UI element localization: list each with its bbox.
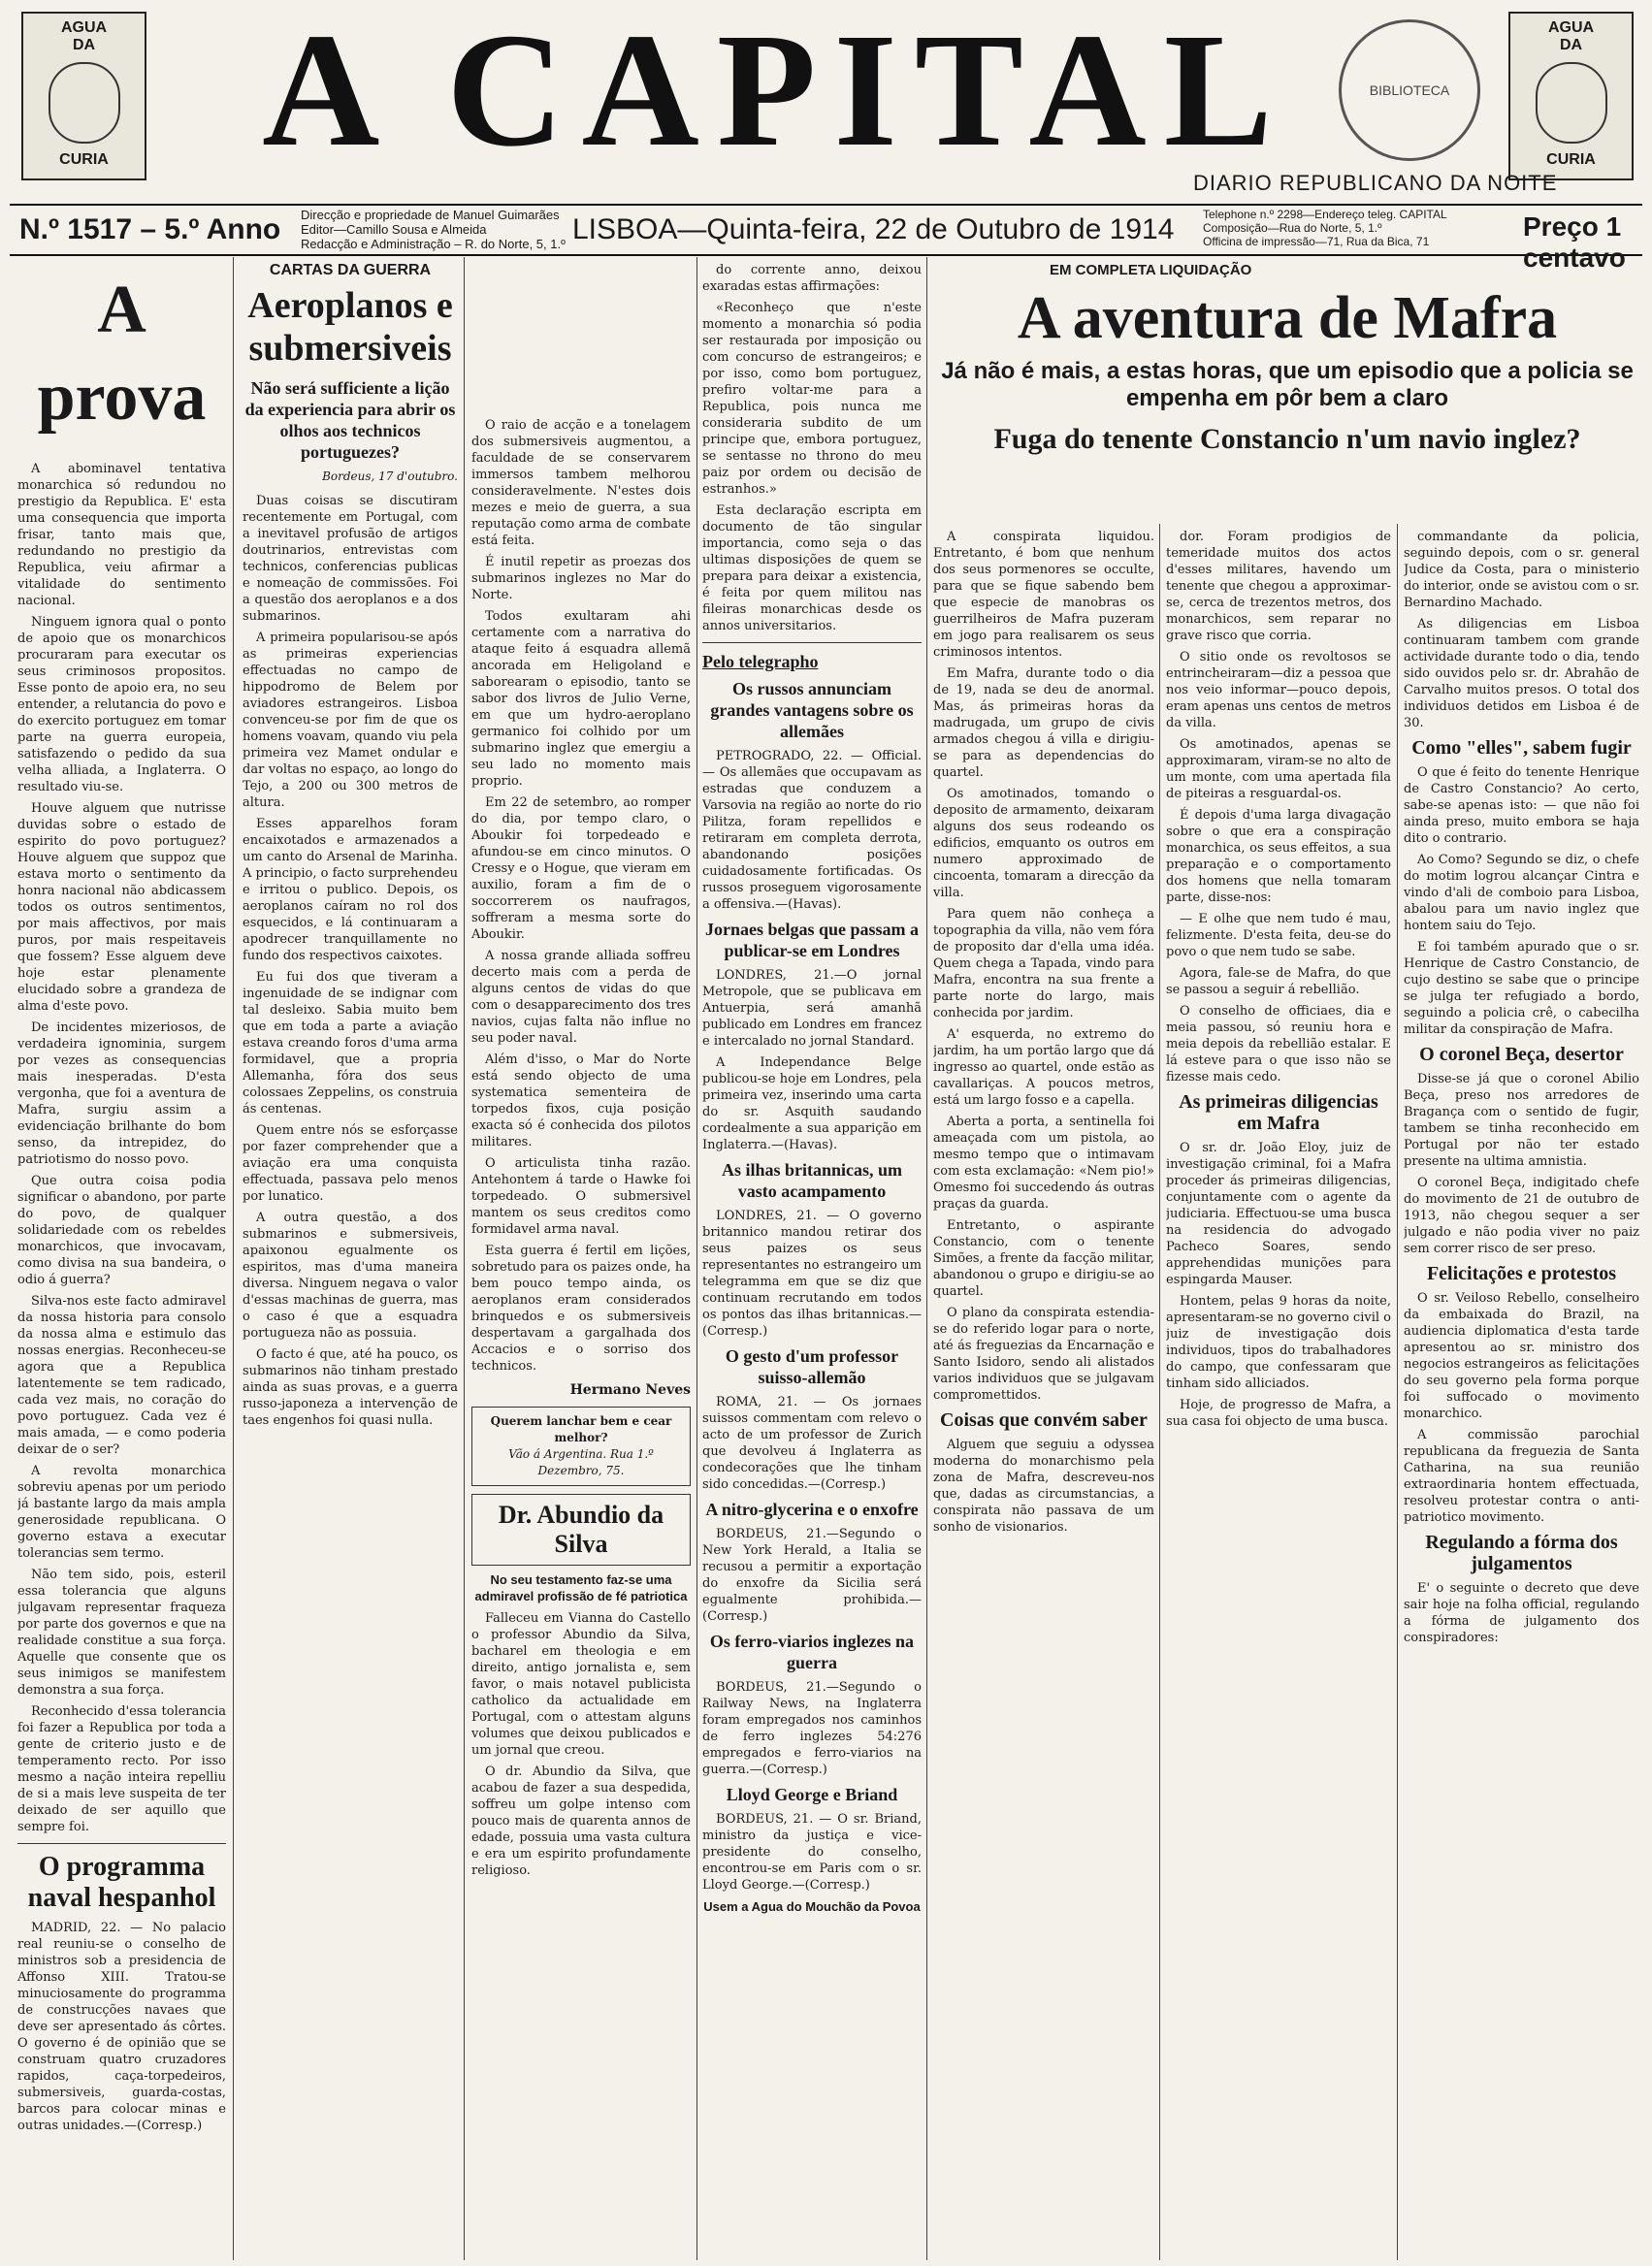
admin-line-1: Direcção e propriedade de Manuel Guimarães xyxy=(301,208,560,222)
paragraph: A abominavel tentativa monarchica só redundou no prestigio da Republica. E' esta uma consequencia que importa frisar, tanto mais que, redundando no prestigio da Republica, veiu afirmar a vitalidade do sentimento nacional. xyxy=(17,462,226,608)
column-divider xyxy=(696,257,697,2260)
newspaper-title: A CAPITAL xyxy=(262,0,1290,180)
paragraph: A commissão parochial republicana da freguezia de Santa Catharina, na sua reunião extraordinaria hontem effectuada, resolveu protestar contra o anti-patriotico movimento. xyxy=(1404,1428,1639,1525)
mafra-header xyxy=(933,262,1641,519)
paragraph: BORDEUS, 21.—Segundo o Railway News, na Inglaterra foram empregados nos caminhos de ferro inglezes 54:276 empregados e ferro-viarios na guerra.—(Corresp.) xyxy=(702,1680,922,1777)
paragraph: Quem entre nós se esforçasse por fazer comprehender que a aviação era uma conquista effectuada, passava pelo menos por lunatico. xyxy=(243,1123,458,1204)
paragraph: Aberta a porta, a sentinella foi ameaçada com um pistola, ao mesmo tempo que o intimavam com esta exclamação: «Nem pio!» Omesmo foi succedendo ás outras praças da guarda. xyxy=(933,1115,1154,1212)
ad-line-2: Vão á Argentina. Rua 1.º Dezembro, 75. xyxy=(508,1447,654,1477)
paragraph: LONDRES, 21. — O governo britannico mandou retirar dos seus paizes os seus representantes no estrangeiro um telegramma em que se diz que continuam recrutando em todos os pontos das ilhas britannicas.—(Corresp.) xyxy=(702,1209,922,1339)
article-headline-abundio: Dr. Abundio da Silva xyxy=(471,1494,691,1566)
paragraph: commandante da policia, seguindo depois, com o sr. general Judice da Costa, para o ministerio do interior, onde se avistou com o sr. Bernardino Machado. xyxy=(1404,530,1639,610)
paragraph: Além d'isso, o Mar do Norte está sendo objecto de uma systematica sementeira de torpedos fixos, cuja posição exacta só é conhecida dos pilotos militares. xyxy=(471,1052,691,1149)
paragraph: É inutil repetir as proezas dos submarinos inglezes no Mar do Norte. xyxy=(471,555,691,602)
article-headline-felicitacoes: Felicitações e protestos xyxy=(1426,1263,1617,1284)
paragraph: O dr. Abundio da Silva, que acabou de fazer a sua despedida, soffreu um golpe intenso com pouco mais de quarenta annos de edade, possuia uma vasta cultura e era um espirito profundamente religioso. xyxy=(471,1764,691,1878)
stamp-text: BIBLIOTECA xyxy=(1369,82,1450,98)
logo-left-mid: DA xyxy=(72,37,96,53)
divider xyxy=(17,1843,226,1844)
article-headline: A nitro-glycerina e o enxofre xyxy=(705,1500,919,1519)
article-deck: Já não é mais, a estas horas, que um episodio que a policia se empenha em pôr bem a claro xyxy=(941,358,1634,411)
paragraph: PETROGRADO, 22. — Official. — Os allemães que occupavam as estradas que conduzem a Varsovia na região ao norte do rio Pilitza, foram repellidos e retiraram em completa derrota, abandonando posições cuidadosamente fortificadas. Os russos proseguem vigorosamente a offensiva.—(Havas). xyxy=(702,749,922,912)
admin-info xyxy=(301,208,566,251)
paragraph: O articulista tinha razão. Antehontem á tarde o Hawke foi torpedeado. O submersivel mantem os seus creditos como formidavel arma naval. xyxy=(471,1156,691,1237)
paragraph: A Independance Belge publicou-se hoje em Londres, pela primeira vez, inserindo uma carta do sr. Asquith saudando cordealmente a sua apparição em Inglaterra.—(Havas). xyxy=(702,1055,922,1152)
article-subhead: No seu testamento faz-se uma admiravel profissão de fé patriotica xyxy=(474,1572,688,1603)
column-divider xyxy=(1397,524,1398,2260)
column-7 xyxy=(1404,529,1639,2260)
article-headline-programma-naval: O programma naval hespanhol xyxy=(27,1852,216,1913)
column-5 xyxy=(933,529,1154,2260)
paragraph: MADRID, 22. — No palacio real reuniu-se o conselho de ministros sob a presidencia de Affonso XIII. Tratou-se minuciosamente do programma de construcções navaes que deve ser apresentado ás côrtes. O governo é de opinião que se construam quatro cruzadores rapidos, caça-torpedeiros, submersiveis, guarda-costas, barcos para colocar minas e outras unidades.—(Corresp.) xyxy=(17,1921,226,2133)
paragraph: BORDEUS, 21.—Segundo o New York Herald, a Italia se recusou a permitir a exportação do enxofre da Sicilia será egualmente prohibida.—(Corresp.) xyxy=(702,1527,922,1624)
paragraph: do corrente anno, deixou exaradas estas affirmações: xyxy=(702,263,922,294)
logo-left-face-icon xyxy=(49,62,120,144)
article-headline-coisas: Coisas que convém saber xyxy=(940,1409,1148,1431)
author-signature: Hermano Neves xyxy=(569,1382,691,1398)
ad-line-1: Querem lanchar bem e cear melhor? xyxy=(490,1414,672,1444)
article-headline-julgamentos: Regulando a fórma dos julgamentos xyxy=(1425,1532,1618,1574)
article-headline: Os russos annunciam grandes vantagens sobre os allemães xyxy=(710,679,914,741)
article-headline-diligencias: As primeiras diligencias em Mafra xyxy=(1179,1091,1378,1134)
contact-line-2: Composição—Rua do Norte, 5, 1.º xyxy=(1203,221,1382,235)
masthead xyxy=(0,0,1652,204)
paragraph: E foi também apurado que o sr. Henrique de Castro Constancio, de cujo destino se sabe que o principe se julga ter refugiado a bordo, seguindo a policia crê, o cabecilha militar da conspiração de Mafra. xyxy=(1404,940,1639,1037)
column-divider xyxy=(464,257,465,2260)
article-headline-aeroplanos: Aeroplanos e submersiveis xyxy=(247,285,453,369)
paragraph: Duas coisas se discutiram recentemente em Portugal, com a inevitavel profusão de artigos doutrinarios, entrevistas com technicos, conferencias publicas e nomeação de commissões. Foi a questão dos aeroplanos e a dos submarinos. xyxy=(243,494,458,624)
logo-left-top: AGUA xyxy=(60,19,108,36)
paragraph: De incidentes mizeriosos, de verdadeira ignominia, surgem por vezes as consequencias mais inesperadas. D'esta vergonha, que foi a aventura de Mafra, surgiu assim a evidenciação brilhante do bom senso, da intrepidez, do patriotismo do nosso povo. xyxy=(17,1020,226,1167)
logo-right-face-icon xyxy=(1536,62,1607,144)
logo-right-top: AGUA xyxy=(1547,19,1595,36)
logo-right-mid: DA xyxy=(1559,37,1583,53)
paragraph: E' o seguinte o decreto que deve sair hoje na folha official, regulando a fórma de julgamento dos conspiradores: xyxy=(1404,1581,1639,1645)
paragraph: A outra questão, a dos submarinos e submersiveis, apaixonou egualmente os espiritos, mas d'uma maneira diversa. Ninguem negava o valor d'essas machinas de guerra, mas o caso é que a esquadra portugueza não as possuia. xyxy=(243,1211,458,1341)
article-headline: Jornaes belgas que passam a publicar-se em Londres xyxy=(704,920,920,960)
contact-line-1: Telephone n.º 2298—Endereço teleg. CAPITAL xyxy=(1203,208,1447,221)
paragraph: ROMA, 21. — Os jornaes suissos commentam com relevo o acto de um professor de Zurich que devolveu á Inglaterra as condecorações que lhe tinham sido concedidas.—(Corresp.) xyxy=(702,1395,922,1492)
paragraph: Entretanto, o aspirante Constancio, com o tenente Simões, a frente da facção militar, abandonou o grupo e dirigiu-se ao quartel. xyxy=(933,1218,1154,1299)
section-kicker: CARTAS DA GUERRA xyxy=(269,262,432,278)
column-4 xyxy=(702,262,922,2260)
column-3 xyxy=(471,417,691,2260)
paragraph: Esses apparelhos foram encaixotados e armazenados a um canto do Arsenal de Marinha. A principio, o facto surprehendeu e irritou o publico. Depois, os aeroplanos caíram no rol dos esquecidos, e lá continuaram a apodrecer tranquillamente no fundo dos respectivos caixotes. xyxy=(243,817,458,963)
paragraph: A primeira popularisou-se após as primeiras experiencias effectuadas no campo de hippodromo de Belem por aviadores estrangeiros. Lisboa convenceu-se por fim de que os homens voavam, quando viu pela primeira vez Mamet ondular e dar voltas no espaço, ao longo do Tejo, a 200 ou 300 metros de altura. xyxy=(243,631,458,810)
logo-right-bottom: CURIA xyxy=(1546,151,1596,168)
paragraph: As diligencias em Lisboa continuaram tambem com grande actividade durante todo o dia, tendo sido ouvidos pelo sr. dr. Abrahão de Carvalho muitos presos. O total dos individuos detidos em Lisboa é de 30. xyxy=(1404,617,1639,730)
advertisement-line: Usem a Agua do Mouchão da Povoa xyxy=(703,1899,921,1914)
library-stamp-icon xyxy=(1339,19,1480,161)
paragraph: «Reconheço que n'este momento a monarchia só podia ser restaurada por imposição ou com concurso de estrangeiros; e por isso, como bom portuguez, prefiro voltar-me para a Republica, pois nunca me consideraria subdito de um principe que, embora portuguez, se sentasse no throno do meu paiz por ordem ou decisão de estranhos.» xyxy=(702,301,922,497)
paragraph: Houve alguem que nutrisse duvidas sobre o estado de espirito do povo portuguez? Houve alguem que suppoz que estava morto o sentimento da honra nacional não abdicassem todos os outros sentimentos, por mais affectivos, por mais puros, por mais respeitaveis que fossem? Esse alguem deve hoje estar plenamente elucidado sobre a grandeza de alma d'este povo. xyxy=(17,801,226,1014)
paragraph: Ao Como? Segundo se diz, o chefe do motim logrou alcançar Cintra e vindo d'ali de comboio para Lisboa, abalou para um navio inglez que hontem saiu do Tejo. xyxy=(1404,853,1639,933)
article-headline: As ilhas britannicas, um vasto acampamento xyxy=(721,1160,903,1201)
paragraph: É depois d'uma larga divagação sobre o que era a conspiração monarchica, os seus effeitos, a sua preparação e o comportamento dos homens que nella tomaram parte, disse-nos: xyxy=(1166,808,1391,905)
paragraph: Os amotinados, apenas se approximaram, viram-se no alto de um monte, com uma apertada fila de piteiras a resguardal-os. xyxy=(1166,737,1391,801)
paragraph: Esta declaração escripta em documento de tão singular importancia, como seja o das ultimas disposições de quem se prepara para deixar a existencia, é feita por quem militou nas fileiras monarchicas desde os annos universitarios. xyxy=(702,503,922,633)
paragraph: BORDEUS, 21. — O sr. Briand, ministro da justiça e vice-presidente do conselho, encontrou-se em Paris com o sr. Lloyd George.—(Corresp.) xyxy=(702,1812,922,1893)
paragraph: Não tem sido, pois, esteril essa tolerancia que alguns julgavam representar fraqueza por parte dos governos e que na realidade constitue a sua força. Aquelle que consente que os seus inimigos se manifestem demonstra a sua força. xyxy=(17,1568,226,1698)
logo-left-icon xyxy=(21,12,146,180)
paragraph: Todos exultaram ahi certamente com a narrativa do ataque feito á esquadra allemã ancorada em Heligoland e saborearam o episodio, tanto se sabor dos livros de Julio Verne, em que um hydro-aeroplano germanico foi colhido por um submarino inglez que emergiu a seu lado no momento mais proprio. xyxy=(471,609,691,789)
issue-number: N.º 1517 – 5.º Anno xyxy=(19,213,281,245)
paragraph: — E olhe que nem tudo é mau, felizmente. D'esta feita, deu-se do povo o que nem tudo se sabe. xyxy=(1166,912,1391,959)
article-headline-como-elles: Como "elles", sabem fugir xyxy=(1411,737,1632,759)
paragraph: A nossa grande alliada soffreu decerto mais com a perda de alguns centos de vidas do que com o desapparecimento dos tres navios, cujas falta não influe no seu poder naval. xyxy=(471,949,691,1046)
paragraph: A conspirata liquidou. Entretanto, é bom que nenhum dos seus pormenores se occulte, para que se fique sabendo bem que especie de manobras os guerrilheiros de Mafra puzeram em jogo para realisarem os seus criminosos intentos. xyxy=(933,530,1154,660)
logo-right-icon xyxy=(1508,12,1634,180)
column-divider xyxy=(926,257,927,2260)
paragraph: Hontem, pelas 9 horas da noite, apresentaram-se no governo civil o juiz de investigação dois individuos, tipos do trabalhadores do campo, que confessaram que tinham sido alliciados. xyxy=(1166,1294,1391,1391)
paragraph: O plano da conspirata estendia-se do referido logar para o norte, até ás freguezias da Encarnação e Santo Isidoro, sendo ali alistados varios individuos que se julgavam compromettidos. xyxy=(933,1306,1154,1403)
article-headline-aventura-mafra: A aventura de Mafra xyxy=(1017,285,1558,351)
admin-line-2: Editor—Camillo Sousa e Almeida xyxy=(301,222,487,237)
contact-info xyxy=(1203,208,1447,248)
article-deck-fuga: Fuga do tenente Constancio n'um navio inglez? xyxy=(993,423,1581,455)
paragraph: Os amotinados, tomando o deposito de armamento, deixaram alguns dos seus rodeando os edificios, emquanto os outros em numero approximado de cincoenta, tomaram a direcção da villa. xyxy=(933,787,1154,900)
logo-left-bottom: CURIA xyxy=(59,151,109,168)
paragraph: Para quem não conheça a topographia da villa, não vem fóra de proposito dar d'ella uma idéa. Quem chega a Tapada, vindo para Mafra, encontra na sua frente a parte norte do largo, mais conhecida por jardim. xyxy=(933,907,1154,1020)
paragraph: O sr. dr. João Eloy, juiz de investigação criminal, foi a Mafra proceder ás primeiras diligencias, conjuntamente com o agente da judiciaria. Effectuou-se uma busca na residencia do advogado Pacheco Soares, sendo apprehendidas munições para espingarda Mauser. xyxy=(1166,1141,1391,1287)
column-divider xyxy=(233,257,234,2260)
article-headline: Lloyd George e Briand xyxy=(726,1785,898,1804)
article-subhead: Não será sufficiente a lição da experiencia para abrir os olhos aos technicos portuguezes? xyxy=(244,378,456,462)
paragraph: Reconhecido d'essa tolerancia foi fazer a Republica por toda a gente de criterio justo e de temperamento recto. Por isso mesmo a nação inteira repelliu de si a mais leve suspeita de ter deixado de ser aquillo que sempre foi. xyxy=(17,1704,226,1834)
paragraph: A revolta monarchica sobreviu apenas por um periodo já bastante largo da mais ampla generosidade republicana. O governo estava a executar tolerancias sem termo. xyxy=(17,1464,226,1561)
advertisement xyxy=(471,1407,691,1486)
newspaper-subtitle: DIARIO REPUBLICANO DA NOITE xyxy=(1193,171,1558,195)
admin-line-3: Redacção e Administração – R. do Norte, 5, 1.º xyxy=(301,237,566,251)
paragraph: O conselho de officiaes, dia e meia passou, só reuniu hora e meia depois da rebellião estalar. E lá esteve para o que isso não se fizesse mais cedo. xyxy=(1166,1004,1391,1084)
article-headline-a-prova: A prova xyxy=(37,273,207,435)
paragraph: Eu fui dos que tiveram a ingenuidade de se indignar com tal desleixo. Sabia muito bem que em toda a parte a aviação estava creando foros d'uma arma formidavel, que a propria Allemanha, fóra dos seus colossaes Zeppelins, os construia ás centenas. xyxy=(243,970,458,1117)
paragraph: Falleceu em Vianna do Castello o professor Abundio da Silva, bacharel em theologia e em direito, antigo jornalista e, sem favor, o mais notavel publicista catholico da actualidade em Portugal, com o attestam alguns volumes que deixou publicados e um jornal que creou. xyxy=(471,1611,691,1758)
paragraph: Em Mafra, durante todo o dia de 19, nada se deu de anormal. Mas, ás primeiras horas da madrugada, um grupo de civis armados chegou á villa e dirigiu-se para as dependencias do quartel. xyxy=(933,666,1154,780)
paragraph: Disse-se já que o coronel Abilio Beça, preso nos arredores de Bragança com o sentido de fugir, tambem se tinha reconhecido em Portugal por não ter estado presente na ultima amnistia. xyxy=(1404,1072,1639,1169)
column-6 xyxy=(1166,529,1391,2260)
paragraph: Alguem que seguiu a odyssea moderna do monarchismo pela zona de Mafra, descreveu-nos que, dadas as circumstancias, a conspirata não passava de um sonho de visionarios. xyxy=(933,1438,1154,1535)
contact-line-3: Officina de impressão—71, Rua da Bica, 71 xyxy=(1203,235,1430,248)
article-headline: Os ferro-viarios inglezes na guerra xyxy=(709,1632,915,1672)
paragraph: Em 22 de setembro, ao romper do dia, por tempo claro, o Aboukir foi torpedeado e afundou-se em cinco minutos. O Cressy e o Hogue, que vieram em auxilio, foram a fim de o soccorrerem os naufragos, soffreram a mesma sorte do Aboukir. xyxy=(471,795,691,942)
column-divider xyxy=(1159,524,1160,2260)
paragraph: Agora, fale-se de Mafra, do que se passou a seguir á rebellião. xyxy=(1166,966,1391,997)
paragraph: O facto é que, até ha pouco, os submarinos não tinham prestado ainda as suas provas, e a guerra russo-japoneza a intervenção de taes engenhos foi quasi nulla. xyxy=(243,1347,458,1428)
price: Preço 1 centavo xyxy=(1523,211,1626,273)
byline: Bordeus, 17 d'outubro. xyxy=(322,469,458,483)
paragraph: Esta guerra é fertil em lições, sobretudo para os paizes onde, ha bem pouco tempo ainda, os aeroplanos eram considerados brinquedos e os submersiveis despertavam a gargalhada dos Accacios e o sorriso dos technicos. xyxy=(471,1244,691,1374)
article-headline-coronel-beca: O coronel Beça, desertor xyxy=(1419,1044,1624,1065)
column-1 xyxy=(17,267,226,2260)
paragraph: O sitio onde os revoltosos se entrincheiraram—diz a pessoa que nos veio informar—pouco depois, eram apenas uns centos de metros da villa. xyxy=(1166,650,1391,730)
section-telegrapho: Pelo telegrapho xyxy=(702,652,819,671)
section-kicker: EM COMPLETA LIQUIDAÇÃO xyxy=(1050,262,1252,278)
paragraph: Que outra coisa podia significar o abandono, por parte do povo, de qualquer solidariedade com os rebeldes monarchicos, que invocavam, como divisa na sua bandeira, o odio á guerra? xyxy=(17,1174,226,1287)
paragraph: dor. Foram prodigios de temeridade muitos dos actos d'esses militares, havendo um tenente que chegou a approximar-se, cerca de trezentos metros, dos monarchicos, sem reparar no grave risco que corria. xyxy=(1166,530,1391,643)
dateline: LISBOA—Quinta-feira, 22 de Outubro de 1914 xyxy=(572,213,1175,245)
paragraph: Hoje, de progresso de Mafra, a sua casa foi objecto de uma busca. xyxy=(1166,1398,1391,1429)
paragraph: Ninguem ignora qual o ponto de apoio que os monarchicos procuraram para executar os seus criminosos propositos. Esse ponto de apoio era, no seu entender, a relutancia do povo e do exercito portuguez em tomar parte na guerra europeia, satisfazendo o pedido da sua velha alliada, a Inglaterra. O resultado viu-se. xyxy=(17,615,226,794)
column-2 xyxy=(243,262,458,2260)
paragraph: A' esquerda, no extremo do jardim, ha um portão largo que dá ingresso ao quartel, onde estão as cavallariças. A poucos metros, está um largo fosso e a capella. xyxy=(933,1027,1154,1108)
divider xyxy=(702,642,922,643)
paragraph: O sr. Veiloso Rebello, conselheiro da embaixada do Brazil, na audiencia diplomatica d'esta tarde apresentou ao sr. ministro dos negocios estrangeiros as felicitações do seu governo pela forma porque foi suffocado o movimento monarchico. xyxy=(1404,1291,1639,1421)
paragraph: O raio de acção e a tonelagem dos submersiveis augmentou, a faculdade de se conservarem immersos tambem melhorou consideravelmente. N'estes dois mezes e meio de guerra, a sua reputação como arma de combate está feita. xyxy=(471,418,691,548)
paragraph: LONDRES, 21.—O jornal Metropole, que se publicava em Antuerpia, será amanhã publicado em Londres em francez e intercalado no jornal Standard. xyxy=(702,968,922,1049)
paragraph: O que é feito do tenente Henrique de Castro Constancio? Ao certo, sabe-se apenas isto: — que não foi ainda preso, muito embora se haja dito o contrario. xyxy=(1404,765,1639,846)
paragraph: O coronel Beça, indigitado chefe do movimento de 21 de outubro de 1913, não chegou sequer a ser julgado e não podia viver no paiz sem correr risco de ser preso. xyxy=(1404,1176,1639,1256)
article-headline: O gesto d'um professor suisso-allemão xyxy=(725,1346,899,1387)
paragraph: Silva-nos este facto admiravel da nossa historia para consolo da nossa alma e estimulo das nossas energias. Reconheceu-se agora que a Republica latentemente se tem radicado, cada vez mais, no coração do povo portuguez. Cada vez é mais amada, — e como poderia deixar de o ser? xyxy=(17,1294,226,1457)
